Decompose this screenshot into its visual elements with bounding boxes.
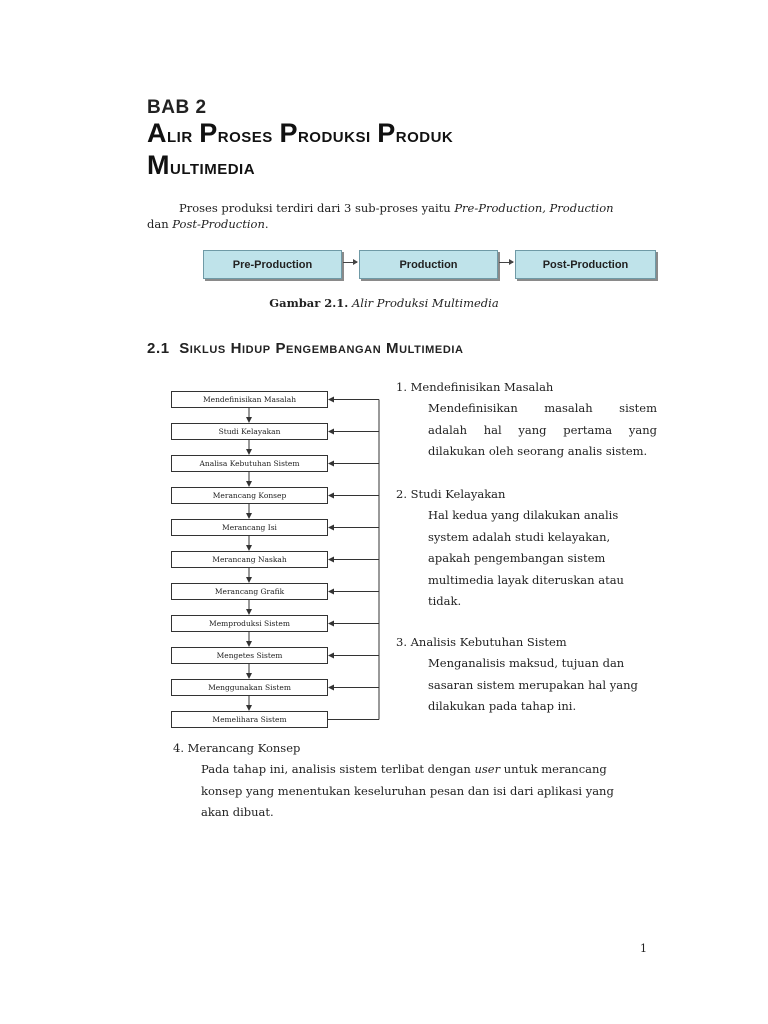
figure-caption-text: Alir Produksi Multimedia [351,296,499,310]
item-heading: 1. Mendefinisikan Masalah [396,380,554,394]
item-body [201,759,661,824]
section-number: 2.1 [147,340,170,357]
cycle-step-box: Memproduksi Sistem [171,615,328,632]
item-line: sasaran sistem merupakan hal yang [428,677,638,692]
chapter-title-line1: Alir Proses Produksi Produk [147,118,454,148]
cycle-step-box: Mendefinisikan Masalah [171,391,328,408]
item-line: Hal kedua yang dilakukan analis [428,508,619,522]
item-line: Menganalisis maksud, tujuan dan [428,656,625,670]
cycle-step-box: Merancang Isi [171,519,328,536]
item-body [428,398,657,463]
section-title-text: Siklus Hidup Pengembangan Multimedia [179,340,464,357]
cycle-step-box: Merancang Konsep [171,487,328,504]
cycle-step-box: Menggunakan Sistem [171,679,328,696]
flow-step-production: Production [359,250,498,279]
cycle-step-box: Mengetes Sistem [171,647,328,664]
cycle-step-box: Merancang Grafik [171,583,328,600]
item-body [428,505,657,613]
item-line: konsep yang menentukan keseluruhan pesan dan isi dari aplikasi yang [201,783,614,798]
intro-text: Proses produksi terdiri dari 3 sub-proses yaitu [179,201,455,215]
item-line: dilakukan oleh seorang analis sistem. [428,444,648,458]
item-line: tidak. [428,594,462,608]
user-term: user [474,762,501,776]
flow-step-pre-production: Pre-Production [203,250,342,279]
cycle-step-box: Merancang Naskah [171,551,328,568]
item-heading: 3. Analisis Kebutuhan Sistem [396,635,567,649]
item-heading: 4. Merancang Konsep [173,741,301,755]
chapter-label: BAB 2 [147,97,207,118]
cycle-step-box: Memelihara Sistem [171,711,328,728]
item-line: Mendefinisikan masalah sistem [428,401,657,415]
item-line: adalah hal yang pertama yang [428,422,657,437]
intro-end: . [264,217,269,231]
item-body [428,653,657,718]
flow-step-post-production: Post-Production [515,250,656,279]
cycle-step-box: Studi Kelayakan [171,423,328,440]
chapter-title-line2: Multimedia [147,150,256,180]
item-line: multimedia layak diteruskan atau [428,572,624,587]
item-heading: 2. Studi Kelayakan [396,487,506,501]
item-line: dilakukan pada tahap ini. [428,699,577,713]
intro-term-2: Post-Production [172,217,265,231]
item-line: akan dibuat. [201,805,274,819]
figure-label: Gambar 2.1. [269,296,349,310]
page-number: 1 [640,942,647,955]
item-line: system adalah studi kelayakan, [428,529,611,544]
item-line: Pada tahap ini, analisis sistem terlibat dengan user untuk merancang [201,762,607,776]
cycle-step-box: Analisa Kebutuhan Sistem [171,455,328,472]
intro-term-1: Pre-Production, Production [454,201,614,215]
item-line: apakah pengembangan sistem [428,551,606,565]
intro-line2: dan [147,217,173,231]
